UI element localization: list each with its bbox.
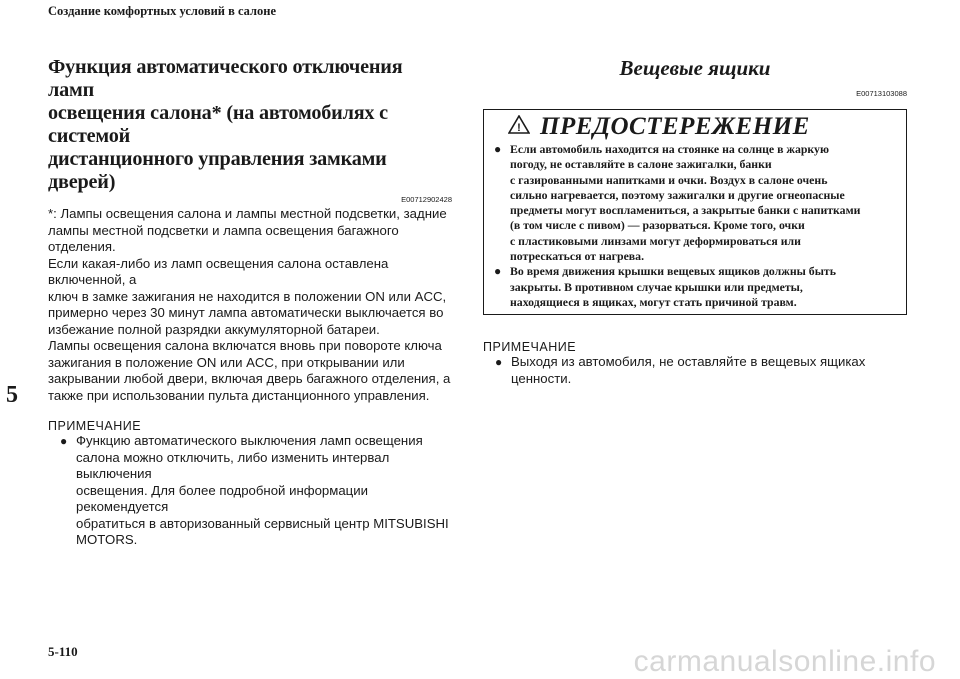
heading-line: дистанционного управления замками дверей)	[48, 148, 387, 193]
body-text	[48, 206, 452, 404]
body-line: также при использовании пульта дистанционного управления.	[48, 387, 430, 403]
note-item	[48, 433, 452, 549]
warning-line: сильно нагревается, поэтому зажигалки и другие огнеопасные	[510, 187, 845, 202]
warning-text	[510, 142, 860, 264]
bullet-icon: ●	[494, 264, 502, 279]
page-number: 5-110	[48, 644, 78, 659]
left-column	[48, 56, 452, 549]
bullet-icon: ●	[494, 142, 502, 156]
warning-item	[494, 264, 896, 310]
warning-triangle-icon	[508, 115, 530, 139]
note-line: Выходя из автомобиля, не оставляйте в вещевых ящиках	[511, 354, 866, 370]
warning-symbol: !	[517, 122, 521, 134]
warning-header	[494, 112, 896, 142]
warning-line: погоду, не оставляйте в салоне зажигалки, банки	[510, 157, 772, 172]
bullet-icon: ●	[495, 355, 503, 370]
section-code: E00713103088	[856, 89, 907, 98]
warning-line: Если автомобиль находится на стоянке на солнце в жаркую	[510, 142, 829, 156]
note-text	[511, 354, 865, 387]
watermark-text: carmanualsonline.info	[633, 645, 936, 678]
heading-line: Функция автоматического отключения ламп	[48, 56, 403, 101]
body-line: Лампы освещения салона включатся вновь при повороте ключа	[48, 338, 442, 353]
note-line: ценности.	[511, 370, 572, 386]
note-line: обратиться в авторизованный сервисный центр MITSUBISHI	[76, 515, 449, 531]
warning-title: ПРЕДОСТЕРЕЖЕНИЕ	[540, 113, 810, 140]
warning-line: потрескаться от нагрева.	[510, 249, 645, 264]
note-item	[483, 354, 907, 387]
note-text	[76, 433, 452, 549]
body-line: *: Лампы освещения салона и лампы местной подсветки, задние	[48, 206, 447, 221]
body-line: примерно через 30 минут лампа автоматически выключается во	[48, 305, 444, 320]
note-line: MOTORS.	[76, 532, 138, 547]
body-line: закрывании любой двери, включая дверь багажного отделения, а	[48, 371, 451, 386]
note-line: освещения. Для более подробной информации рекомендуется	[76, 482, 368, 514]
section-tab-number: 5	[6, 382, 18, 408]
warning-text	[510, 264, 836, 310]
warning-line: (в том числе с пивом) — разорваться. Кроме того, очки	[510, 218, 805, 233]
warning-line: с газированными напитками и очки. Воздух в салоне очень	[510, 172, 828, 187]
section-heading: Вещевые ящики	[619, 56, 771, 80]
warning-item	[494, 142, 896, 264]
body-line: избежание полной разрядки аккумуляторной батареи.	[48, 321, 380, 337]
note-line: Функцию автоматического выключения ламп освещения	[76, 433, 423, 448]
body-line: лампы местной подсветки и лампа освещения багажного отделения.	[48, 222, 399, 254]
section-code: E00712902428	[401, 195, 452, 204]
body-line: зажигания в положение ON или ACC, при открывании или	[48, 354, 405, 370]
warning-line: предметы могут воспламениться, а закрытые банки с напитками	[510, 203, 861, 218]
body-line: Если какая-либо из ламп освещения салона оставлена включенной, а	[48, 255, 389, 287]
bullet-icon: ●	[60, 434, 68, 448]
warning-box	[483, 109, 907, 315]
section-heading	[48, 56, 452, 194]
warning-line: Во время движения крышки вещевых ящиков должны быть	[510, 264, 836, 279]
warning-line: с пластиковыми линзами могут деформироваться или	[510, 233, 801, 248]
right-column	[483, 56, 907, 387]
warning-line: закрыты. В противном случае крышки или предметы,	[510, 279, 803, 294]
body-line: ключ в замке зажигания не находится в положении ON или ACC,	[48, 288, 447, 304]
heading-line: освещения салона* (на автомобилях с системой	[48, 102, 388, 147]
note-title: ПРИМЕЧАНИЕ	[483, 340, 577, 355]
warning-line: находящиеся в ящиках, могут стать причиной травм.	[510, 294, 797, 309]
note-title: ПРИМЕЧАНИЕ	[48, 419, 142, 433]
running-head: Создание комфортных условий в салоне	[48, 4, 277, 18]
note-line: салона можно отключить, либо изменить интервал выключения	[76, 449, 390, 481]
